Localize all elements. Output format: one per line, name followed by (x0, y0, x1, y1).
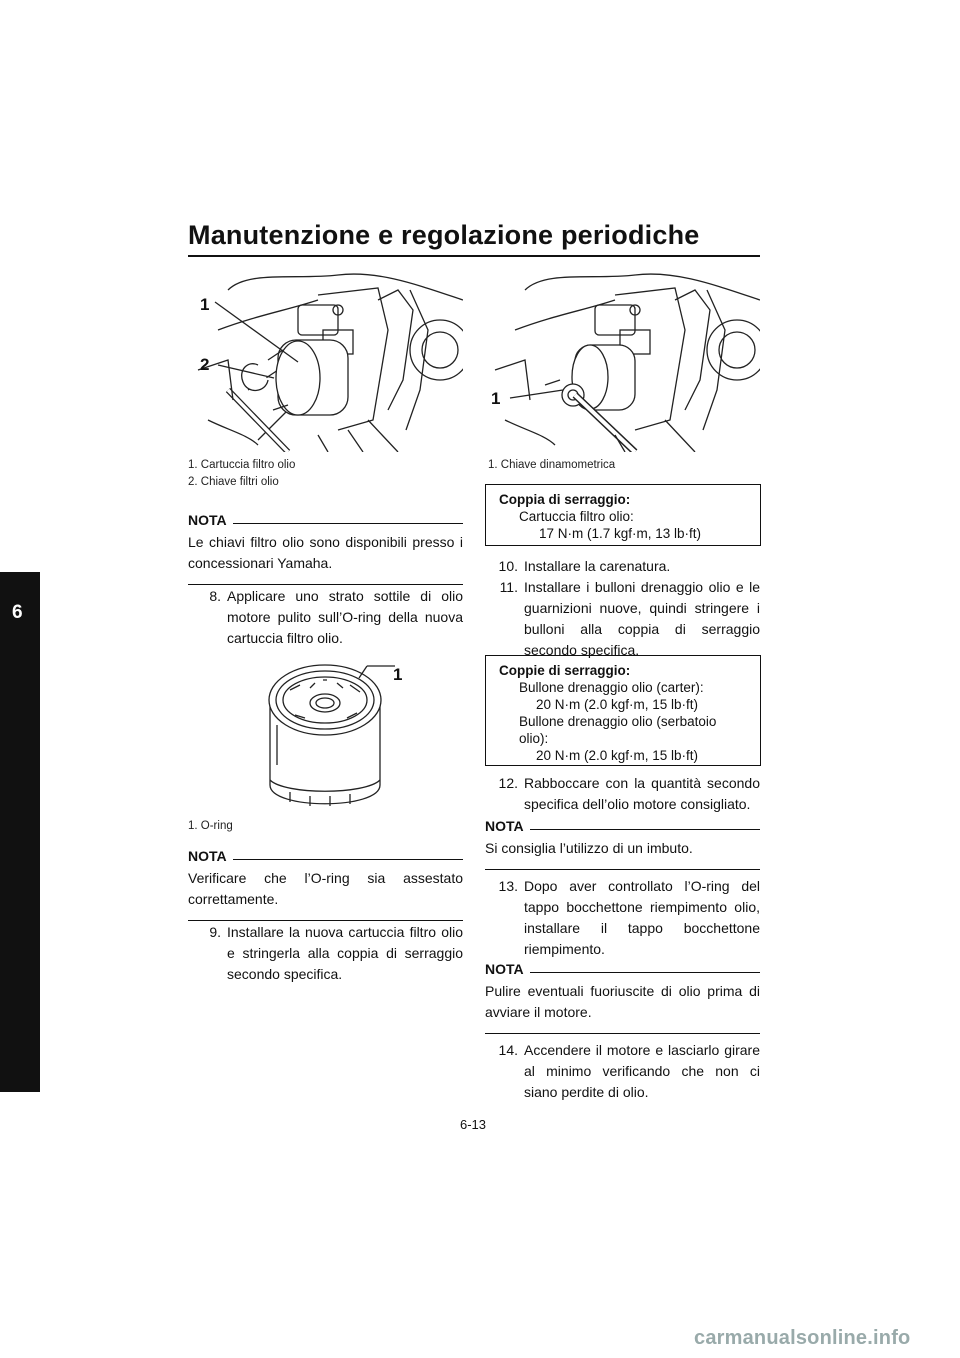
step-12 (485, 773, 760, 815)
step-text: Installare la carenatura. (524, 558, 671, 574)
callout-2: 2 (200, 355, 210, 374)
torque-box-item: Bullone drenaggio olio (carter): (519, 680, 704, 695)
note-end-rule (188, 920, 463, 921)
note-text: Verificare che l’O-ring sia assestato correttamente. (188, 870, 463, 907)
step-14 (485, 1040, 760, 1103)
step-8 (188, 586, 463, 649)
oil-filter-wrench-illustration (188, 270, 463, 452)
torque-box-title: Coppia di serraggio: (499, 492, 631, 507)
note-block (188, 848, 463, 921)
note-title: NOTA (485, 818, 524, 834)
step-text: Installare i bulloni drenaggio olio e le guarnizioni nuove, quindi stringere i bulloni alla coppia di serraggio secondo specifica. (524, 579, 760, 658)
torque-box-item: Cartuccia filtro olio: (519, 509, 634, 524)
torque-box-title: Coppie di serraggio: (499, 663, 631, 678)
note-title: NOTA (188, 512, 227, 528)
torque-box-value: 17 N·m (1.7 kgf·m, 13 lb·ft) (539, 526, 702, 541)
note-heading (485, 961, 760, 977)
torque-wrench-illustration (485, 270, 760, 452)
note-heading (188, 512, 463, 528)
note-text: Si consiglia l’utilizzo di un imbuto. (485, 840, 693, 856)
note-text: Le chiavi filtro olio sono disponibili presso i concessionari Yamaha. (188, 534, 463, 571)
note-rule (233, 859, 463, 860)
figure-caption-1: 1. Cartuccia filtro olio (188, 459, 296, 471)
chapter-number: 6 (12, 602, 23, 623)
callout-1: 1 (491, 389, 501, 408)
note-text: Pulire eventuali fuoriuscite di olio prima di avviare il motore. (485, 983, 760, 1020)
step-text: Installare la nuova cartuccia filtro olio e stringerla alla coppia di serraggio secondo specifica. (227, 924, 463, 982)
callout-1: 1 (393, 665, 403, 684)
note-rule (530, 829, 760, 830)
step-11 (485, 577, 760, 661)
chapter-tab (0, 572, 40, 1092)
oil-filter-o-ring-illustration (255, 650, 405, 815)
step-number: 10. (498, 558, 518, 574)
note-block (188, 512, 463, 585)
torque-box-value: 20 N·m (2.0 kgf·m, 15 lb·ft) (536, 697, 699, 712)
step-number: 9. (209, 924, 221, 940)
step-text: Applicare uno strato sottile di olio motore pulito sull’O-ring della nuova cartuccia filtro olio. (227, 588, 463, 646)
note-title: NOTA (485, 961, 524, 977)
page-title: Manutenzione e regolazione periodiche (188, 220, 700, 250)
step-number: 11. (499, 579, 518, 595)
note-heading (188, 848, 463, 864)
figure-caption-2: 2. Chiave filtri olio (188, 476, 279, 488)
note-block (485, 961, 760, 1034)
note-title: NOTA (188, 848, 227, 864)
step-text: Rabboccare con la quantità secondo specifica dell’olio motore consigliato. (524, 775, 760, 812)
step-9 (188, 922, 463, 985)
note-rule (530, 972, 760, 973)
step-10 (485, 556, 760, 577)
note-rule (233, 523, 463, 524)
figure-caption-o-ring: 1. O-ring (188, 820, 233, 832)
watermark: carmanualsonline.info (694, 1327, 911, 1349)
page-number: 6-13 (460, 1117, 487, 1132)
torque-spec-box (485, 655, 761, 766)
step-number: 14. (498, 1042, 518, 1058)
torque-box-item: Bullone drenaggio olio (serbatoio olio): (519, 714, 717, 746)
step-text: Dopo aver controllato l’O-ring del tappo bocchettone riempimento olio, installare il tappo bocchettone riempimento. (524, 878, 760, 957)
note-end-rule (485, 869, 760, 870)
torque-box-value: 20 N·m (2.0 kgf·m, 15 lb·ft) (536, 748, 699, 763)
figure-caption-torque: 1. Chiave dinamometrica (488, 459, 616, 471)
note-end-rule (485, 1033, 760, 1034)
torque-spec-box (485, 484, 761, 546)
note-end-rule (188, 584, 463, 585)
callout-1: 1 (200, 295, 210, 314)
step-13 (485, 876, 760, 960)
step-number: 8. (209, 588, 221, 604)
note-block (485, 818, 760, 870)
step-number: 12. (498, 775, 518, 791)
note-heading (485, 818, 760, 834)
step-number: 13. (498, 878, 518, 894)
step-text: Accendere il motore e lasciarlo girare al minimo verificando che non ci siano perdite di olio. (524, 1042, 760, 1100)
header-rule (188, 255, 760, 257)
